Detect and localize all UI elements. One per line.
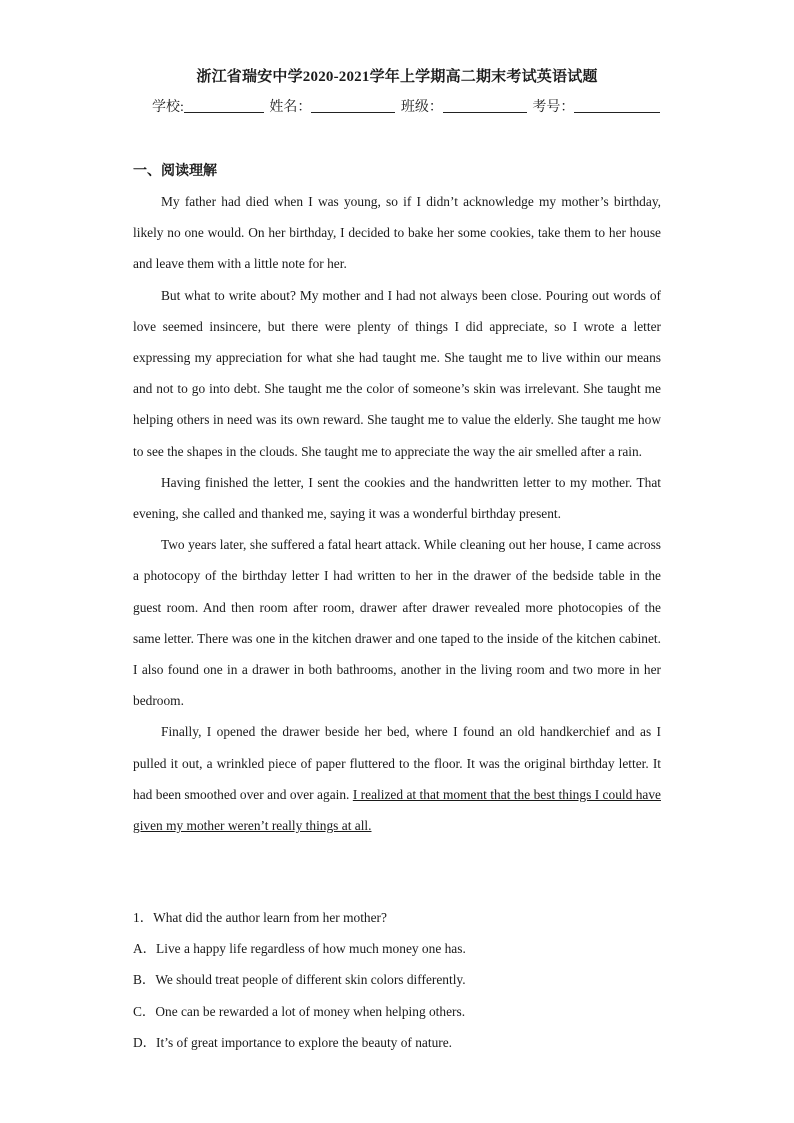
class-blank [443,98,527,113]
passage-paragraph-5 [133,716,661,841]
option-c[interactable]: C．One can be rewarded a lot of money when helping others. [133,1003,466,1019]
underlined-sentence: I realized at that moment that the best things I could have given my mother weren’t really things at all. [133,786,661,834]
exam-title: 浙江省瑞安中学2020-2021学年上学期高二期末考试英语试题 [196,69,598,85]
option-d[interactable]: D．It’s of great importance to explore the beauty of nature. [133,1034,453,1050]
name-label: 姓名： [269,100,312,115]
passage-paragraph-3: Having finished the letter, I sent the cookies and the handwritten letter to my mother. That evening, she called and thanked me, saying it was a wonderful birthday present. [133,474,661,522]
school-label: 学校: [152,100,184,115]
exam-number-label: 考号： [532,100,575,115]
option-b[interactable]: B．We should treat people of different skin colors differently. [133,972,466,988]
reading-passage [133,186,661,841]
class-label: 班级： [400,100,443,115]
student-info-line [152,96,672,116]
paragraph-5-text: Finally, I opened the drawer beside her bed, where I found an old handkerchief and as I pulled it out, a wrinkled piece of paper fluttered to the floor. It was the original birthday letter. It had been smoothed over and over again. [133,724,661,802]
question-1 [133,902,661,1058]
passage-paragraph-2: But what to write about? My mother and I had not always been close. Pouring out words of love seemed insincere, but there were plenty of things I did appreciate, so I wrote a letter expressing my appreciation for what she had taught me. She taught me to live within our means and not to go into debt. She taught me the color of someone’s skin was irrelevant. She taught me helping others in need was its own reward. She taught me to value the elderly. She taught me how to see the shapes in the clouds. She taught me to appreciate the way the air smelled after a rain. [133,287,661,459]
exam-number-blank [574,98,660,113]
option-a[interactable]: A．Live a happy life regardless of how much money one has. [133,941,466,957]
passage-paragraph-1: My father had died when I was young, so if I didn’t acknowledge my mother’s birthday, likely no one would. On her birthday, I decided to bake her some cookies, take them to her house and leave them with a little note for her. [133,194,661,272]
question-1-stem: 1．What did the author learn from her mother? [133,910,387,925]
passage-paragraph-4: Two years later, she suffered a fatal heart attack. While cleaning out her house, I came across a photocopy of the birthday letter I had written to her in the drawer of the bedside table in the guest room. And then room after room, drawer after drawer revealed more photocopies of the same letter. There was one in the kitchen drawer and one taped to the inside of the kitchen cabinet. I also found one in a drawer in both bathrooms, another in the living room and two more in her bedroom. [133,537,661,709]
section-heading: 一、阅读理解 [133,164,217,179]
name-blank [311,98,395,113]
school-blank [184,98,264,113]
